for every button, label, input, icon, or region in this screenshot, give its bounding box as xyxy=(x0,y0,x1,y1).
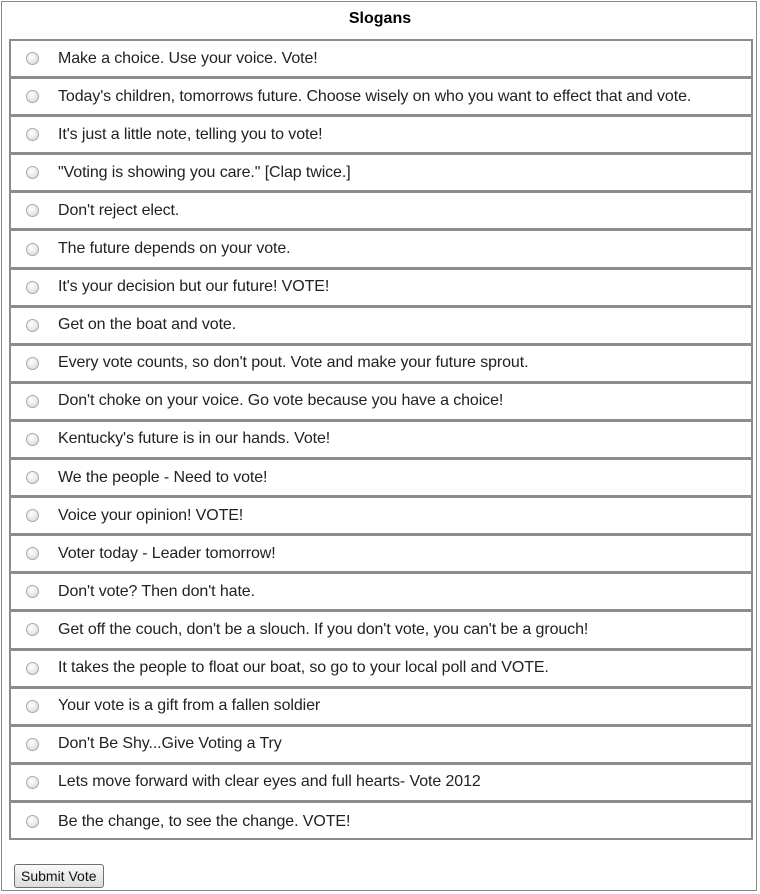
slogan-option[interactable] xyxy=(11,41,751,79)
slogan-label: It's your decision but our future! VOTE! xyxy=(58,278,330,296)
slogan-label: Lets move forward with clear eyes and full hearts- Vote 2012 xyxy=(58,773,481,791)
radio-button[interactable] xyxy=(26,509,39,522)
radio-button[interactable] xyxy=(26,395,39,408)
radio-button[interactable] xyxy=(26,433,39,446)
slogan-label: We the people - Need to vote! xyxy=(58,468,268,486)
radio-button[interactable] xyxy=(26,357,39,370)
slogan-option[interactable] xyxy=(11,308,751,346)
radio-button[interactable] xyxy=(26,204,39,217)
radio-button[interactable] xyxy=(26,471,39,484)
radio-button[interactable] xyxy=(26,700,39,713)
slogan-option[interactable] xyxy=(11,689,751,727)
radio-button[interactable] xyxy=(26,281,39,294)
radio-button[interactable] xyxy=(26,243,39,256)
slogan-label: Don't reject elect. xyxy=(58,201,180,219)
slogan-label: Get on the boat and vote. xyxy=(58,316,237,334)
slogan-option[interactable] xyxy=(11,117,751,155)
slogan-label: It takes the people to float our boat, so go to your local poll and VOTE. xyxy=(58,659,549,677)
slogan-label: "Voting is showing you care." [Clap twice.] xyxy=(58,163,351,181)
submit-vote-button[interactable]: Submit Vote xyxy=(14,864,104,888)
slogan-option[interactable] xyxy=(11,612,751,650)
radio-button[interactable] xyxy=(26,738,39,751)
slogan-option[interactable] xyxy=(11,498,751,536)
poll-title: Slogans xyxy=(348,10,412,27)
slogan-option[interactable] xyxy=(11,422,751,460)
slogan-option[interactable] xyxy=(11,193,751,231)
slogan-option[interactable] xyxy=(11,651,751,689)
radio-button[interactable] xyxy=(26,585,39,598)
slogan-list xyxy=(9,39,753,840)
radio-button[interactable] xyxy=(26,90,39,103)
radio-button[interactable] xyxy=(26,166,39,179)
slogan-label: Make a choice. Use your voice. Vote! xyxy=(58,49,318,67)
slogan-label: Don't choke on your voice. Go vote because you have a choice! xyxy=(58,392,504,410)
radio-button[interactable] xyxy=(26,623,39,636)
radio-button[interactable] xyxy=(26,815,39,828)
slogan-option[interactable] xyxy=(11,727,751,765)
slogan-label: Today's children, tomorrows future. Choose wisely on who you want to effect that and vote. xyxy=(58,87,692,105)
slogan-option[interactable] xyxy=(11,270,751,308)
slogan-option[interactable] xyxy=(11,346,751,384)
slogan-label: Be the change, to see the change. VOTE! xyxy=(58,812,351,830)
slogan-option[interactable] xyxy=(11,536,751,574)
radio-button[interactable] xyxy=(26,662,39,675)
slogan-label: Don't Be Shy...Give Voting a Try xyxy=(58,735,282,753)
slogan-label: It's just a little note, telling you to vote! xyxy=(58,125,323,143)
radio-button[interactable] xyxy=(26,319,39,332)
radio-button[interactable] xyxy=(26,52,39,65)
slogan-option[interactable] xyxy=(11,803,751,841)
slogan-label: Voice your opinion! VOTE! xyxy=(58,506,244,524)
radio-button[interactable] xyxy=(26,776,39,789)
slogan-label: Get off the couch, don't be a slouch. If you don't vote, you can't be a grouch! xyxy=(58,620,589,638)
slogan-label: Your vote is a gift from a fallen soldier xyxy=(58,697,321,715)
poll-frame xyxy=(1,1,757,891)
slogan-option[interactable] xyxy=(11,79,751,117)
slogan-option[interactable] xyxy=(11,155,751,193)
slogan-option[interactable] xyxy=(11,574,751,612)
radio-button[interactable] xyxy=(26,128,39,141)
slogan-label: Voter today - Leader tomorrow! xyxy=(58,544,276,562)
slogan-option[interactable] xyxy=(11,460,751,498)
radio-button[interactable] xyxy=(26,547,39,560)
slogan-label: Every vote counts, so don't pout. Vote and make your future sprout. xyxy=(58,354,529,372)
slogan-option[interactable] xyxy=(11,384,751,422)
slogan-label: Don't vote? Then don't hate. xyxy=(58,582,255,600)
slogan-label: The future depends on your vote. xyxy=(58,240,291,258)
slogan-label: Kentucky's future is in our hands. Vote! xyxy=(58,430,331,448)
slogan-option[interactable] xyxy=(11,231,751,269)
slogan-option[interactable] xyxy=(11,765,751,803)
